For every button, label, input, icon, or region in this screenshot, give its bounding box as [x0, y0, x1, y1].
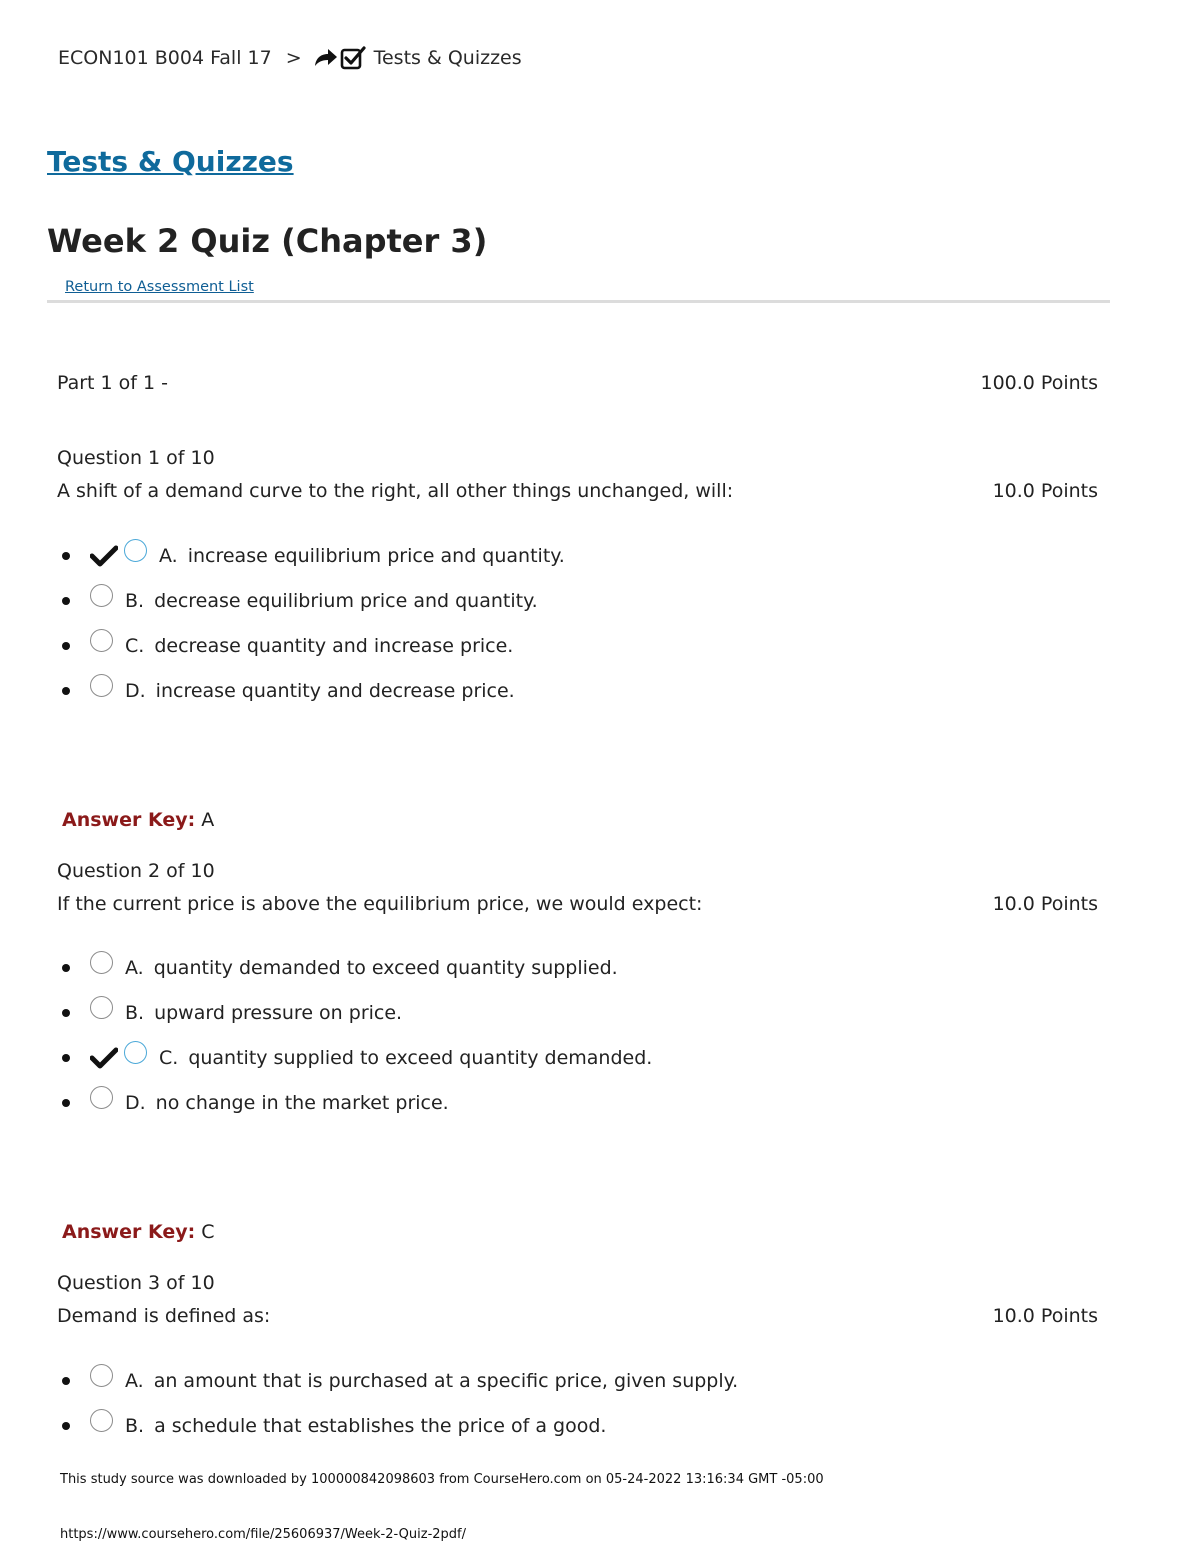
option-text: increase quantity and decrease price.	[155, 680, 515, 702]
answer-option[interactable]	[62, 631, 513, 661]
radio-button[interactable]	[90, 1409, 113, 1432]
bullet	[62, 552, 70, 560]
part-points: 100.0 Points	[980, 372, 1098, 394]
checkbox-checked-icon	[340, 46, 366, 70]
part-label: Part 1 of 1 -	[57, 372, 169, 394]
option-text: an amount that is purchased at a specific price, given supply.	[153, 1370, 739, 1392]
answer-option[interactable]	[62, 998, 402, 1028]
question-label: Question 2 of 10	[57, 860, 215, 882]
option-letter: D.	[125, 680, 146, 702]
bullet	[62, 1099, 70, 1107]
option-letter: C.	[125, 635, 145, 657]
option-text: upward pressure on price.	[154, 1002, 403, 1024]
radio-button[interactable]	[90, 674, 113, 697]
option-text: increase equilibrium price and quantity.	[187, 545, 565, 567]
bullet	[62, 597, 70, 605]
answer-option[interactable]	[62, 953, 618, 983]
option-letter: B.	[125, 590, 145, 612]
option-letter: A.	[125, 1370, 144, 1392]
answer-option[interactable]	[62, 676, 515, 706]
option-text: no change in the market price.	[155, 1092, 449, 1114]
breadcrumb	[58, 46, 522, 70]
radio-button[interactable]	[90, 1086, 113, 1109]
answer-option[interactable]	[62, 1088, 449, 1118]
checkmark-icon	[90, 1047, 118, 1069]
answer-key-label: Answer Key:	[62, 1221, 196, 1243]
answer-option[interactable]	[62, 586, 538, 616]
question-row	[57, 893, 1098, 915]
answer-key-label: Answer Key:	[62, 809, 196, 831]
question-points: 10.0 Points	[992, 1305, 1098, 1327]
answer-option[interactable]	[62, 1366, 738, 1396]
question-label: Question 3 of 10	[57, 1272, 215, 1294]
radio-button[interactable]	[124, 1041, 147, 1064]
question-points: 10.0 Points	[992, 480, 1098, 502]
bullet	[62, 964, 70, 972]
bullet	[62, 1422, 70, 1430]
option-text: decrease equilibrium price and quantity.	[154, 590, 538, 612]
checkmark-icon	[90, 545, 118, 567]
bullet	[62, 687, 70, 695]
option-letter: B.	[125, 1415, 145, 1437]
breadcrumb-tool[interactable]: Tests & Quizzes	[373, 47, 522, 69]
radio-button[interactable]	[90, 584, 113, 607]
option-letter: B.	[125, 1002, 145, 1024]
question-row	[57, 480, 1098, 502]
part-header	[57, 372, 1098, 394]
bullet	[62, 1377, 70, 1385]
study-source-note: This study source was downloaded by 100000842098603 from CourseHero.com on 05-24-2022 13:16:34 GMT -05:00	[60, 1472, 824, 1487]
option-text: decrease quantity and increase price.	[154, 635, 514, 657]
question-text: Demand is defined as:	[57, 1305, 271, 1327]
option-text: a schedule that establishes the price of a good.	[154, 1415, 607, 1437]
answer-key-value: A	[201, 809, 215, 831]
option-text: quantity supplied to exceed quantity demanded.	[188, 1047, 653, 1069]
tool-title-link[interactable]: Tests & Quizzes	[47, 145, 294, 178]
page-title: Week 2 Quiz (Chapter 3)	[47, 222, 488, 260]
question-label: Question 1 of 10	[57, 447, 215, 469]
question-points: 10.0 Points	[992, 893, 1098, 915]
header-divider	[47, 300, 1110, 303]
source-url[interactable]: https://www.coursehero.com/file/25606937/Week-2-Quiz-2pdf/	[60, 1527, 466, 1542]
option-letter: D.	[125, 1092, 146, 1114]
answer-key	[62, 809, 214, 831]
radio-button[interactable]	[124, 539, 147, 562]
answer-option[interactable]	[62, 1411, 606, 1441]
option-letter: A.	[159, 545, 178, 567]
bullet	[62, 1009, 70, 1017]
return-to-assessment-list-link[interactable]: Return to Assessment List	[65, 279, 254, 295]
breadcrumb-site[interactable]: ECON101 B004 Fall 17	[58, 47, 272, 69]
share-arrow-icon	[314, 48, 338, 68]
option-text: quantity demanded to exceed quantity supplied.	[153, 957, 618, 979]
question-row	[57, 1305, 1098, 1327]
option-letter: C.	[159, 1047, 179, 1069]
bullet	[62, 642, 70, 650]
answer-option[interactable]	[62, 1043, 652, 1073]
option-letter: A.	[125, 957, 144, 979]
radio-button[interactable]	[90, 629, 113, 652]
answer-option[interactable]	[62, 541, 565, 571]
question-text: A shift of a demand curve to the right, all other things unchanged, will:	[57, 480, 734, 502]
radio-button[interactable]	[90, 1364, 113, 1387]
bullet	[62, 1054, 70, 1062]
radio-button[interactable]	[90, 951, 113, 974]
answer-key	[62, 1221, 215, 1243]
radio-button[interactable]	[90, 996, 113, 1019]
breadcrumb-separator: >	[285, 47, 302, 69]
question-text: If the current price is above the equilibrium price, we would expect:	[57, 893, 703, 915]
answer-key-value: C	[201, 1221, 215, 1243]
